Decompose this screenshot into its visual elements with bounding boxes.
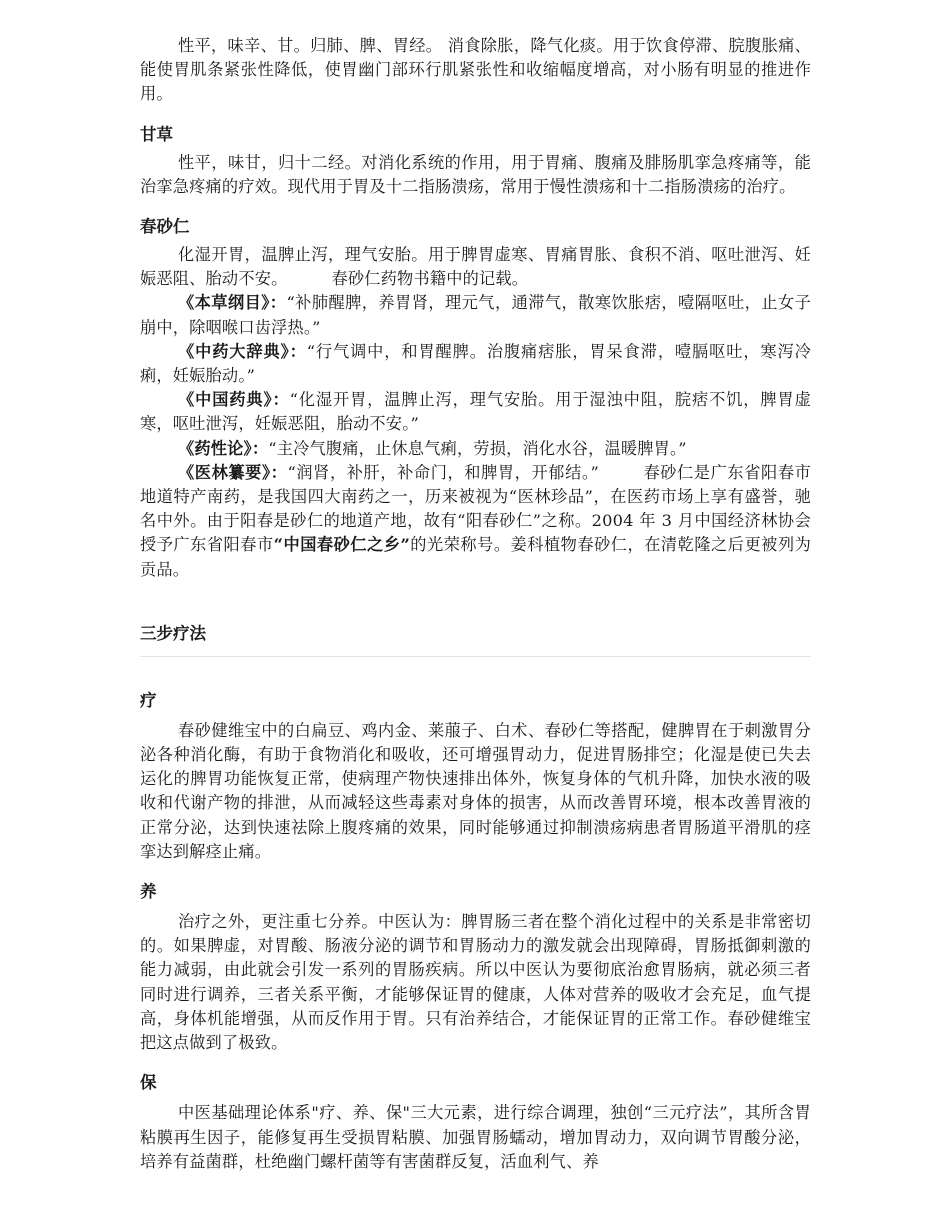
quote-source: 《中药大辞典》： — [178, 341, 307, 361]
quote-yaodian — [140, 388, 811, 436]
intro-paragraph: 性平，味辛、甘。归肺、脾、胃经。 消食除胀，降气化痰。用于饮食停滞、脘腹胀痛、能使胃肌条紧张性降低，使胃幽门部环行肌紧张性和收缩幅度增高，对小肠有明显的推进作用。 — [140, 36, 811, 104]
yang-paragraph: 治疗之外，更注重七分养。中医认为：脾胃肠三者在整个消化过程中的关系是非常密切的。如果脾虚，对胃酸、肠液分泌的调节和胃肠动力的激发就会出现障碍，胃肠抵御刺激的能力减弱，由此就会引发一系列的胃肠疾病。所以中医认为要彻底治愈胃肠病，就必须三者同时进行调养，三者关系平衡，才能够保证胃的健康，人体对营养的吸收才会充足，血气提高，身体机能增强，从而反作用于胃。只有治养结合，才能保证胃的正常工作。春砂健维宝把这点做到了极致。 — [140, 912, 811, 1053]
quote-zhongyao-dacidian — [140, 340, 811, 388]
quote-yaoxinglun — [140, 437, 811, 461]
quote-bencao — [140, 291, 811, 339]
heading-liao: 疗 — [140, 690, 157, 710]
closing-text: 春砂仁是广东省阳春市地道特产南药，是我国四大南药之一，历来被视为“医林珍品”，在医药市场上享有盛誉，驰名中外。由于阳春是砂仁的地道产地，故有“阳春砂仁”之称。2004 年 3 月中国经济林协会授予广东省阳春市 — [140, 462, 811, 555]
quote-text: “行气调中，和胃醒脾。治腹痛痞胀，胃呆食滞，噎膈呕吐，寒泻冷痢，妊娠胎动。” — [140, 341, 811, 386]
liao-paragraph: 春砂健维宝中的白扁豆、鸡内金、莱菔子、白术、春砂仁等搭配，健脾胃在于刺激胃分泌各种消化酶，有助于食物消化和吸收，还可增强胃动力，促进胃肠排空；化湿是使已失去运化的脾胃功能恢复正常，使病理产物快速排出体外，恢复身体的气机升降，加快水液的吸收和代谢产物的排泄，从而减轻这些毒素对身体的损害，从而改善胃环境，根本改善胃液的正常分泌，达到快速祛除上腹疼痛的效果，同时能够通过抑制溃疡病患者胃肠道平滑肌的痉挛达到解痉止痛。 — [140, 720, 811, 861]
closing-text-end: 的光荣称号。姜科植物春砂仁，在清乾隆之后更被列为贡品。 — [140, 535, 811, 579]
heading-bao: 保 — [140, 1073, 157, 1093]
section-title-three-steps: 三步疗法 — [140, 622, 811, 657]
quote-source: 《药性论》： — [178, 438, 269, 458]
heading-chunsharen: 春砂仁 — [140, 217, 190, 237]
quote-source: 《中国药典》： — [178, 390, 290, 410]
heading-gancao: 甘草 — [140, 124, 173, 144]
chunsharen-paragraph — [140, 243, 811, 291]
chunsharen-text-tail: 春砂仁药物书籍中的记载。 — [331, 269, 529, 289]
bao-paragraph: 中医基础理论体系"疗、养、保"三大元素，进行综合调理，独创“三元疗法”，其所含胃粘膜再生因子，能修复再生受损胃粘膜、加强胃肠蠕动，增加胃动力，双向调节胃酸分泌，培养有益菌群，杜绝幽门螺杆菌等有害菌群反复，活血利气、养 — [140, 1103, 811, 1171]
quote-source: 《本草纲目》： — [178, 293, 287, 313]
chunsharen-text: 化湿开胃，温脾止泻，理气安胎。用于脾胃虚寒、胃痛胃胀、食积不消、呕吐泄泻、妊娠恶阻、胎动不安。 — [140, 245, 811, 289]
quote-text: “化湿开胃，温脾止泻，理气安胎。用于湿浊中阻，脘痞不饥，脾胃虚寒，呕吐泄泻，妊娠恶阻，胎动不安。” — [140, 390, 811, 434]
quote-text: “主冷气腹痛，止休息气痢，劳损，消化水谷，温暖脾胃。” — [268, 438, 687, 458]
quote-text: “补肺醒脾，养胃肾，理元气，通滞气，散寒饮胀痞，噎隔呕吐，止女子崩中，除咽喉口齿浮热。” — [140, 293, 811, 337]
quote-source: 《医林纂要》： — [178, 462, 288, 482]
document-body — [140, 34, 811, 1174]
quote-yilin-and-closing — [140, 461, 811, 582]
closing-bold-title: “中国春砂仁之乡” — [273, 535, 410, 555]
gancao-paragraph: 性平，味甘，归十二经。对消化系统的作用，用于胃痛、腹痛及腓肠肌挛急疼痛等，能治挛急疼痛的疗效。现代用于胃及十二指肠溃疡，常用于慢性溃疡和十二指肠溃疡的治疗。 — [140, 152, 811, 196]
heading-yang: 养 — [140, 882, 157, 902]
quote-text: “润肾，补肝，补命门，和脾胃，开郁结。” — [287, 462, 600, 482]
